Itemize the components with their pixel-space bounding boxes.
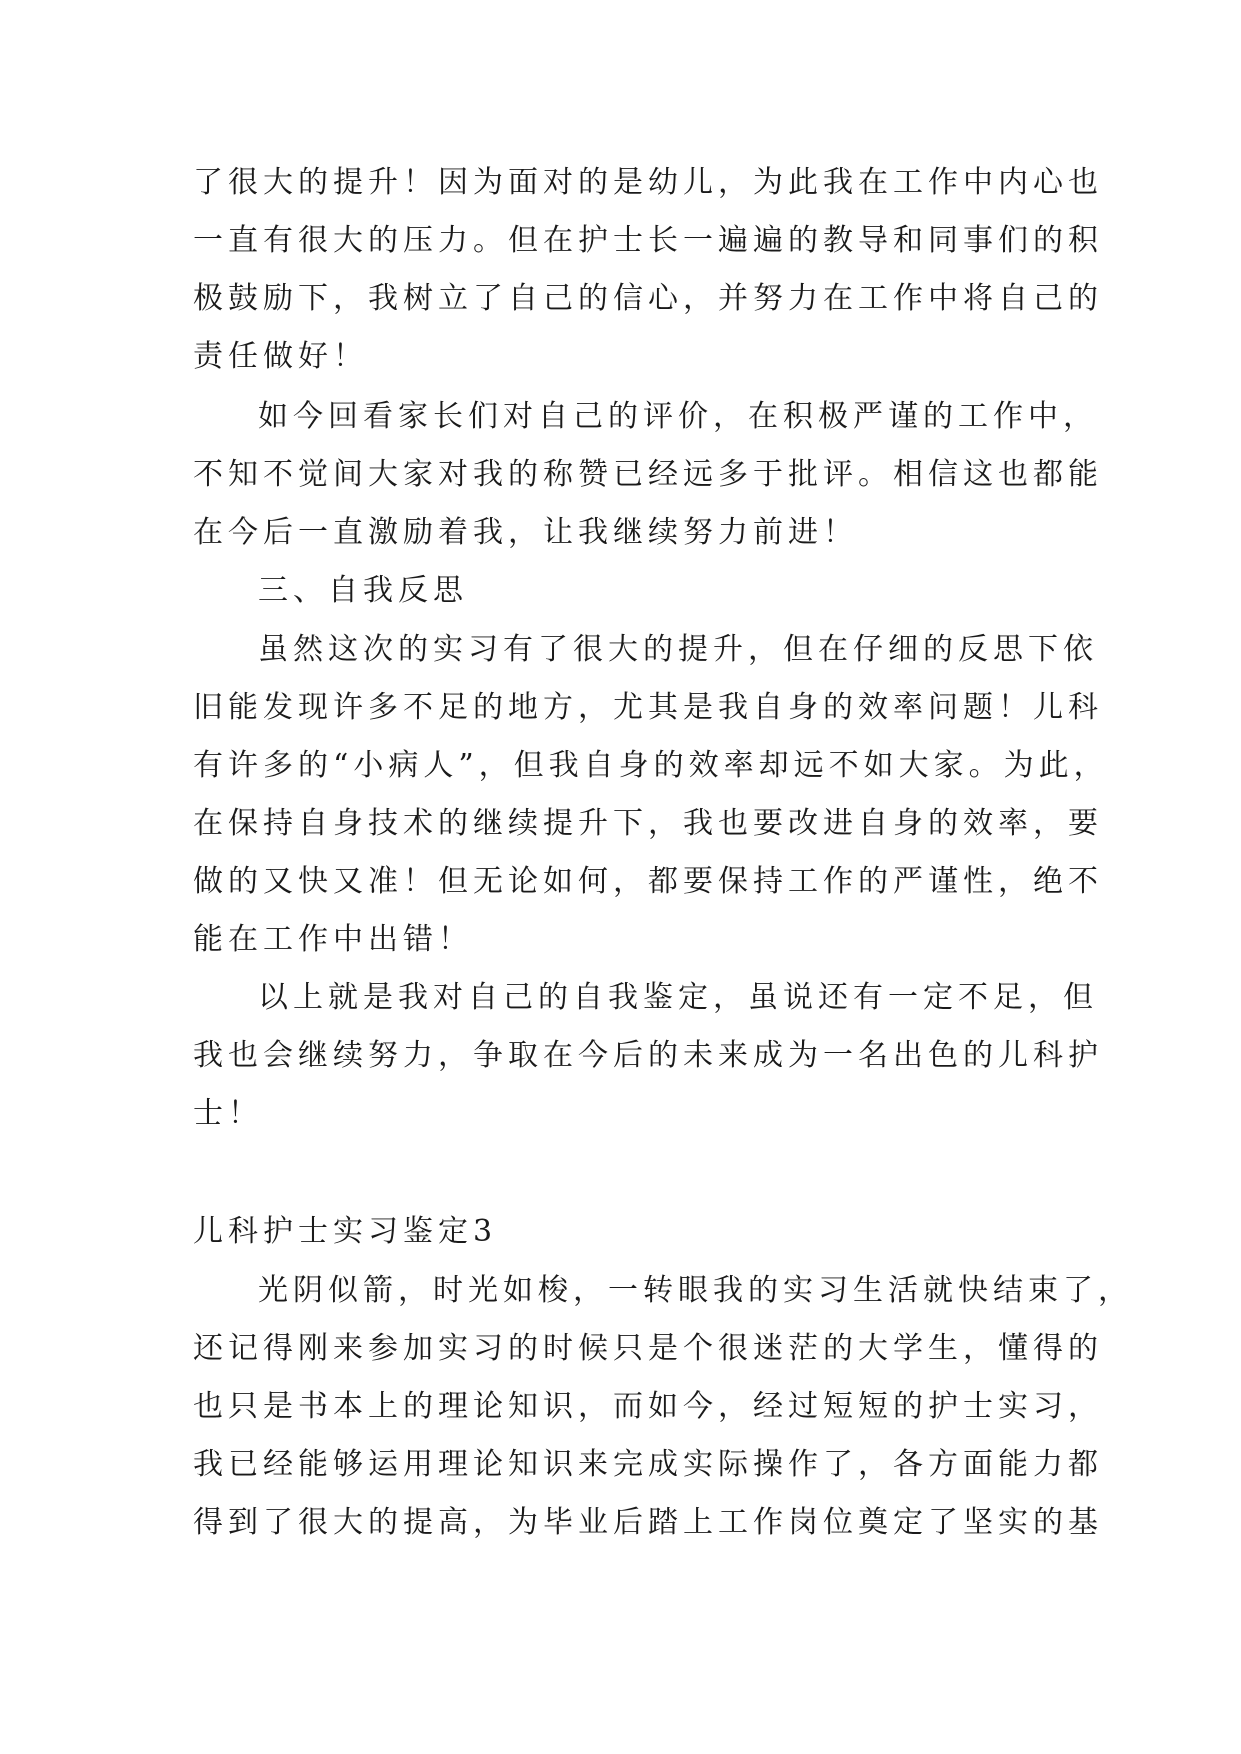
paragraph-line: 也只是书本上的理论知识，而如今，经过短短的护士实习， bbox=[193, 1389, 1103, 1424]
paragraph-line: 极鼓励下，我树立了自己的信心，并努力在工作中将自己的 bbox=[193, 281, 1103, 316]
paragraph-line: 不知不觉间大家对我的称赞已经远多于批评。相信这也都能 bbox=[193, 457, 1103, 492]
paragraph-line: 士！ bbox=[193, 1096, 263, 1131]
paragraph-line: 做的又快又准！但无论如何，都要保持工作的严谨性，绝不 bbox=[193, 864, 1103, 899]
paragraph-line: 我已经能够运用理论知识来完成实际操作了，各方面能力都 bbox=[193, 1447, 1103, 1482]
paragraph-line: 得到了很大的提高，为毕业后踏上工作岗位奠定了坚实的基 bbox=[193, 1505, 1103, 1540]
paragraph-line: 以上就是我对自己的自我鉴定，虽说还有一定不足，但 bbox=[258, 980, 1098, 1015]
paragraph-line: 在今后一直激励着我，让我继续努力前进！ bbox=[193, 515, 858, 550]
paragraph-line: 在保持自身技术的继续提升下，我也要改进自身的效率，要 bbox=[193, 806, 1103, 841]
paragraph-line: 还记得刚来参加实习的时候只是个很迷茫的大学生，懂得的 bbox=[193, 1331, 1103, 1366]
section-heading: 三、自我反思 bbox=[258, 573, 468, 608]
paragraph-line: 旧能发现许多不足的地方，尤其是我自身的效率问题！儿科 bbox=[193, 690, 1103, 725]
paragraph-line: 我也会继续努力，争取在今后的未来成为一名出色的儿科护 bbox=[193, 1038, 1103, 1073]
article-title: 儿科护士实习鉴定3 bbox=[193, 1214, 498, 1249]
paragraph-line: 虽然这次的实习有了很大的提升，但在仔细的反思下依 bbox=[258, 632, 1098, 667]
paragraph-line: 了很大的提升！因为面对的是幼儿，为此我在工作中内心也 bbox=[193, 165, 1103, 200]
paragraph-line: 责任做好！ bbox=[193, 339, 368, 374]
paragraph-line: 一直有很大的压力。但在护士长一遍遍的教导和同事们的积 bbox=[193, 223, 1103, 258]
paragraph-line: 有许多的“小病人”，但我自身的效率却远不如大家。为此， bbox=[193, 748, 1109, 783]
paragraph-line: 光阴似箭，时光如梭，一转眼我的实习生活就快结束了， bbox=[258, 1273, 1133, 1308]
paragraph-line: 如今回看家长们对自己的评价，在积极严谨的工作中， bbox=[258, 399, 1098, 434]
paragraph-line: 能在工作中出错！ bbox=[193, 922, 473, 957]
